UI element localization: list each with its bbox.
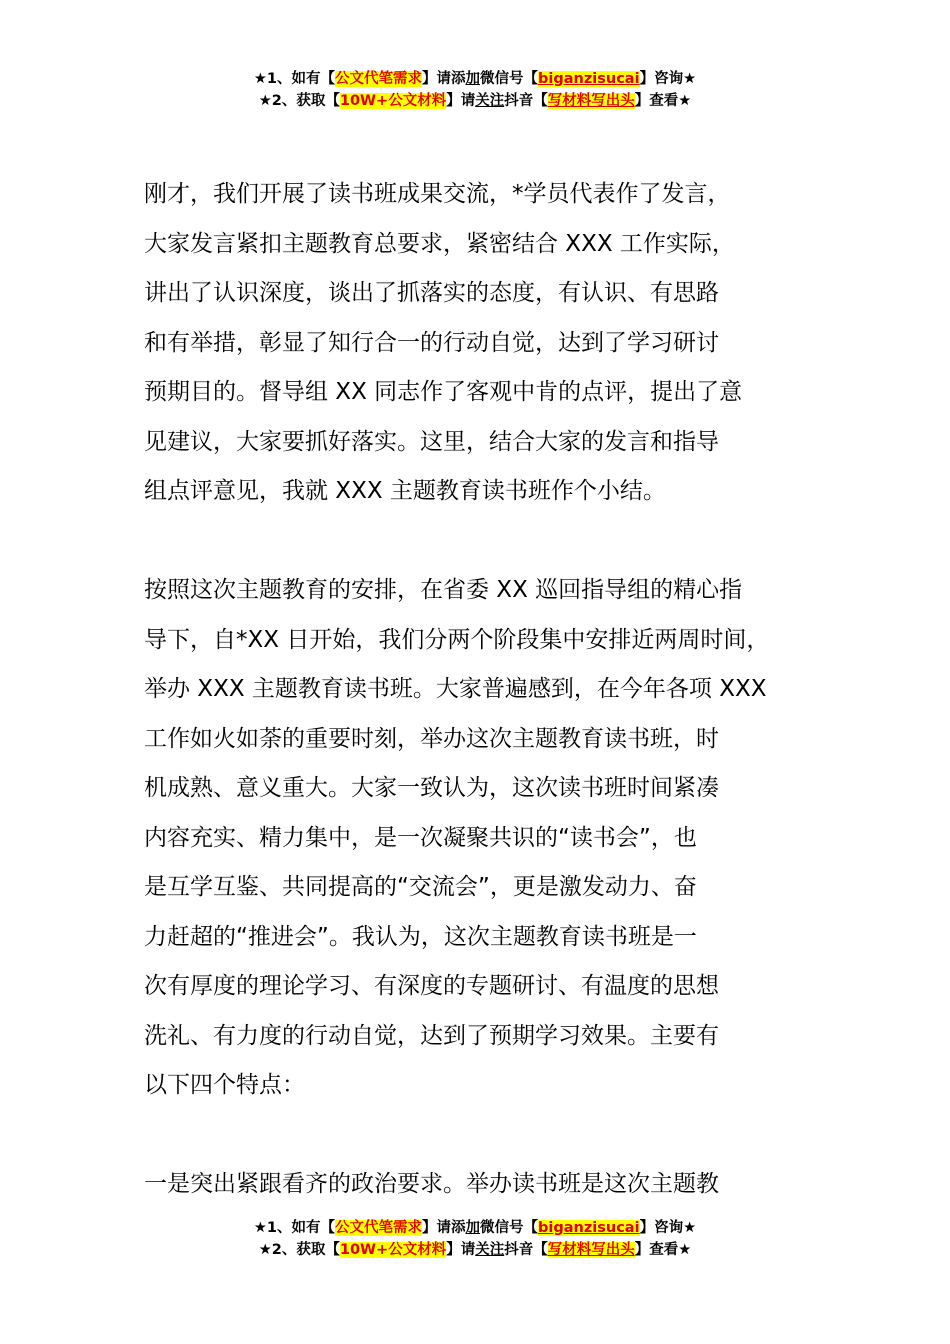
highlight-materials: 10W+公文材料 bbox=[339, 93, 447, 109]
banner-line-1 bbox=[0, 68, 950, 90]
banner-line-2 bbox=[0, 90, 950, 112]
banner-text-underlined: 关注 bbox=[475, 1242, 505, 1258]
banner-text: 】请 bbox=[446, 93, 476, 109]
highlight-douyin-account: 写材料写出头 bbox=[547, 1242, 635, 1258]
banner-text: 】请添 bbox=[422, 71, 466, 87]
highlight-wechat-id: biganzisucai bbox=[538, 1220, 640, 1236]
paragraph-3: 一是突出紧跟看齐的政治要求。举办读书班是这次主题教 bbox=[144, 1171, 719, 1197]
banner-text: 】查看★ bbox=[634, 1242, 692, 1258]
banner-text: 微信号【 bbox=[480, 1220, 539, 1236]
banner-text-underlined: 加 bbox=[465, 71, 481, 87]
banner-text: 】咨询★ bbox=[639, 1220, 697, 1236]
banner-line-1 bbox=[0, 1217, 950, 1239]
banner-text-underlined: 关注 bbox=[475, 93, 505, 109]
banner-text: 】咨询★ bbox=[639, 71, 697, 87]
banner-text: 】请添 bbox=[422, 1220, 466, 1236]
banner-text: ★2、获取【 bbox=[258, 1242, 340, 1258]
paragraph-spacer bbox=[144, 517, 834, 567]
banner-text: ★2、获取【 bbox=[258, 93, 340, 109]
footer-banner bbox=[0, 1217, 950, 1261]
banner-line-2 bbox=[0, 1239, 950, 1261]
highlight-service: 公文代笔需求 bbox=[335, 1220, 423, 1236]
header-banner bbox=[0, 68, 950, 112]
paragraph-1: 刚才，我们开展了读书班成果交流，*学员代表作了发言， 大家发言紧扣主题教育总要求，紧密结合 XXX 工作实际， 讲出了认识深度，谈出了抓落实的态度，有认识、有思路 和有举措，彰显了知行合一的行动自觉，达到了学习研讨 预期目的。督导组 XX 同志作了客观中肯的点评，提出了意 见建议，大家要抓好落实。这里，结合大家的发言和指导 组点评意见，我就 XXX 主题教育读书班作个小结。 bbox=[144, 181, 743, 504]
banner-text: ★1、如有【 bbox=[253, 1220, 336, 1236]
banner-text: 微信号【 bbox=[480, 71, 539, 87]
banner-text: 】请 bbox=[446, 1242, 476, 1258]
paragraph-spacer bbox=[144, 1111, 834, 1161]
banner-text: ★1、如有【 bbox=[253, 71, 336, 87]
paragraph-2: 按照这次主题教育的安排，在省委 XX 巡回指导组的精心指 导下，自*XX 日开始，我们分两个阶段集中安排近两周时间， 举办 XXX 主题教育读书班。大家普遍感到，在今年各项 XXX 工作如火如荼的重要时刻，举办这次主题教育读书班，时 机成熟、意义重大。大家一致认为，这次读书班时间紧凑 内容充实、精力集中，是一次凝聚共识的“读书会”，也 是互学互鉴、共同提高的“交流会”，更是激发动力、奋 力赶超的“推进会”。我认为，这次主题教育读书班是一 次有厚度的理论学习、有深度的专题研讨、有温度的思想 洗礼、有力度的行动自觉，达到了预期学习效果。主要有 以下四个特点： bbox=[144, 577, 770, 1098]
banner-text: 】查看★ bbox=[634, 93, 692, 109]
banner-text-underlined: 加 bbox=[465, 1220, 481, 1236]
document-body bbox=[144, 170, 834, 1210]
highlight-douyin-account: 写材料写出头 bbox=[547, 93, 635, 109]
banner-text: 抖音【 bbox=[504, 93, 548, 109]
highlight-wechat-id: biganzisucai bbox=[538, 71, 640, 87]
highlight-service: 公文代笔需求 bbox=[335, 71, 423, 87]
banner-text: 抖音【 bbox=[504, 1242, 548, 1258]
highlight-materials: 10W+公文材料 bbox=[339, 1242, 447, 1258]
